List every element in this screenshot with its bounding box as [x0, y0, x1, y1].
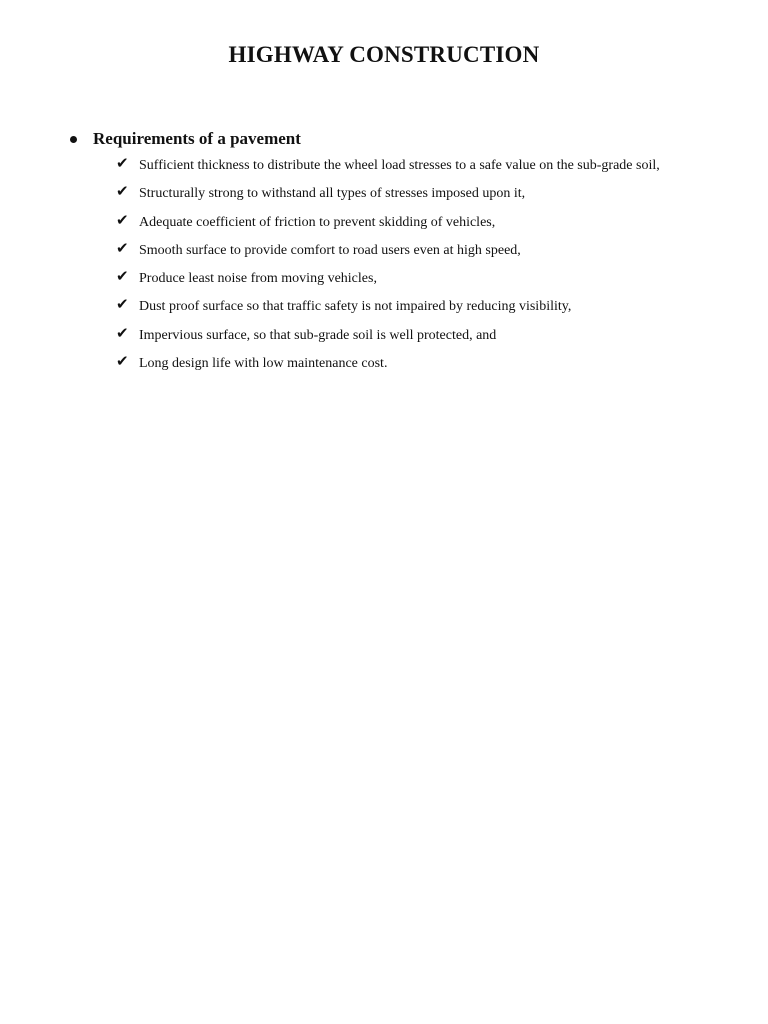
check-icon: ✔ [116, 352, 129, 371]
check-icon: ✔ [116, 267, 129, 286]
page-title: HIGHWAY CONSTRUCTION [228, 42, 540, 67]
list-item [116, 238, 748, 270]
requirements-list [68, 154, 748, 383]
list-item-text: Dust proof surface so that traffic safety is not impaired by reducing visibility, [139, 299, 572, 315]
list-item-text: Impervious surface, so that sub-grade soil is well protected, and [139, 327, 497, 343]
check-icon: ✔ [116, 154, 129, 172]
section-heading: Requirements of a pavement [93, 129, 301, 148]
list-item [116, 352, 748, 383]
list-item [116, 210, 748, 242]
list-item [116, 182, 748, 213]
list-item-text: Smooth surface to provide comfort to road users even at high speed, [139, 242, 521, 258]
list-item [116, 323, 748, 355]
check-icon: ✔ [116, 295, 129, 314]
list-item-text: Adequate coefficient of friction to prevent skidding of vehicles, [139, 214, 496, 230]
list-item-text: Sufficient thickness to distribute the wheel load stresses to a safe value on the sub-grade soil, [139, 158, 660, 173]
list-item-text: Produce least noise from moving vehicles, [139, 271, 377, 287]
list-item [116, 154, 748, 185]
list-item [116, 295, 748, 326]
list-item-text: Long design life with low maintenance cost. [139, 356, 388, 372]
check-icon: ✔ [116, 210, 129, 229]
check-icon: ✔ [116, 323, 129, 342]
list-item-text: Structurally strong to withstand all types of stresses imposed upon it, [139, 186, 526, 202]
bullet-icon [70, 136, 77, 143]
requirements-section [68, 128, 748, 383]
check-icon: ✔ [116, 238, 129, 257]
check-icon: ✔ [116, 182, 129, 201]
section-header [68, 128, 748, 150]
list-item [116, 267, 748, 298]
